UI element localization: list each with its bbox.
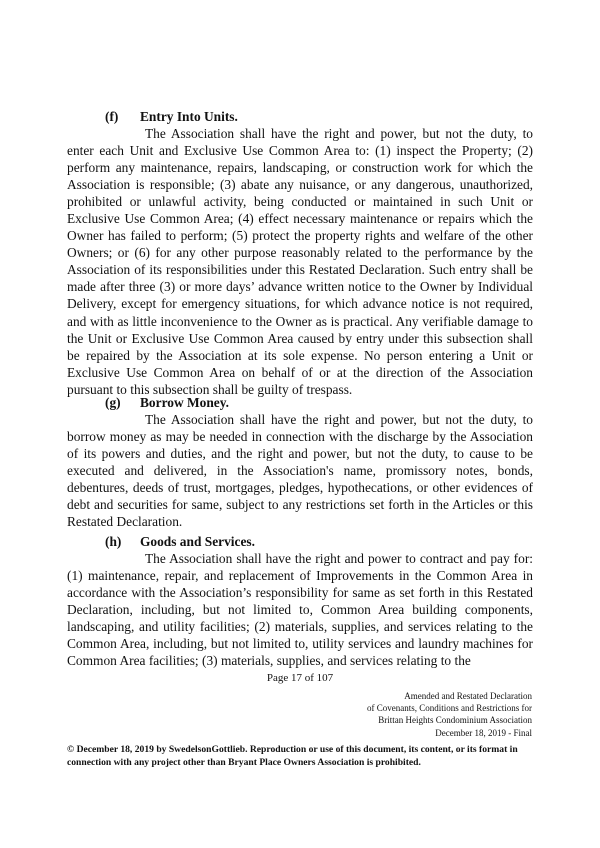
footer-association-name: Brittan Heights Condominium Association bbox=[378, 715, 532, 726]
section-body: The Association shall have the right and power to contract and pay for: (1) maintenance, repair, and replacement of Improvements in the Common Area in accordance with the Association’s responsibility for same as set forth in this Restated Declaration, including, but not limited to, Common Area building components, landscaping, and utility facilities; (2) materials, supplies, and services relating to the Common Area, including, but not limited to, utility services and laundry machines for Common Area facilities; (3) materials, supplies, and services relating to the bbox=[67, 551, 533, 669]
section-f bbox=[67, 109, 533, 398]
section-letter: (h) bbox=[105, 534, 122, 549]
section-g bbox=[67, 395, 533, 530]
section-title: Entry Into Units. bbox=[140, 109, 238, 124]
footer-doc-title: Amended and Restated Declaration bbox=[404, 691, 532, 701]
section-h bbox=[67, 534, 533, 669]
section-heading bbox=[67, 109, 533, 125]
copyright-notice: © December 18, 2019 by SwedelsonGottlieb. Reproduction or use of this document, its content, or its format in connection with any project other than Bryant Place Owners Association is prohibited. bbox=[67, 744, 518, 768]
section-body: The Association shall have the right and power, but not the duty, to borrow money as may be needed in connection with the discharge by the Association of its powers and duties, and the right and power, but not the duty, to cause to be executed and delivered, in the Association's name, promissory notes, bonds, debentures, deeds of trust, mortgages, pledges, hypothecations, or other evidences of debt and securities for same, subject to any restrictions set forth in the Articles or this Restated Declaration. bbox=[67, 412, 533, 530]
section-letter: (f) bbox=[105, 109, 119, 124]
page-number: Page 17 of 107 bbox=[266, 672, 334, 684]
section-title: Borrow Money. bbox=[140, 395, 230, 410]
section-heading bbox=[67, 395, 533, 411]
section-title: Goods and Services. bbox=[140, 534, 255, 549]
section-letter: (g) bbox=[105, 395, 121, 410]
document-footer-info bbox=[367, 690, 532, 739]
section-body: The Association shall have the right and power, but not the duty, to enter each Unit and Exclusive Use Common Area to: (1) inspect the Property; (2) perform any maintenance, repairs, landscaping, or construction work for which the Association is responsible; (3) abate any nuisance, or any dangerous, unauthorized, prohibited or unlawful activity, being conducted or maintained in such Unit or Exclusive Use Common Area; (4) effect necessary maintenance or repairs which the Owner has failed to perform; (5) protect the property rights and welfare of the other Owners; or (6) for any other purpose reasonably related to the performance by the Association of its responsibilities under this Restated Declaration. Such entry shall be made after three (3) or more days’ advance written notice to the Owner by Individual Delivery, except for emergency situations, for which advance notice is not required, and with as little inconvenience to the Owner as is practical. Any verifiable damage to the Unit or Exclusive Use Common Area caused by entry under this subsection shall be repaired by the Association at its sole expense. No person entering a Unit or Exclusive Use Common Area on behalf of or at the direction of the Association pursuant to this subsection shall be guilty of trespass. bbox=[67, 126, 533, 397]
footer-doc-date: December 18, 2019 - Final bbox=[435, 727, 532, 738]
section-heading bbox=[67, 534, 533, 550]
footer-doc-subtitle: of Covenants, Conditions and Restrictions for bbox=[367, 703, 532, 714]
